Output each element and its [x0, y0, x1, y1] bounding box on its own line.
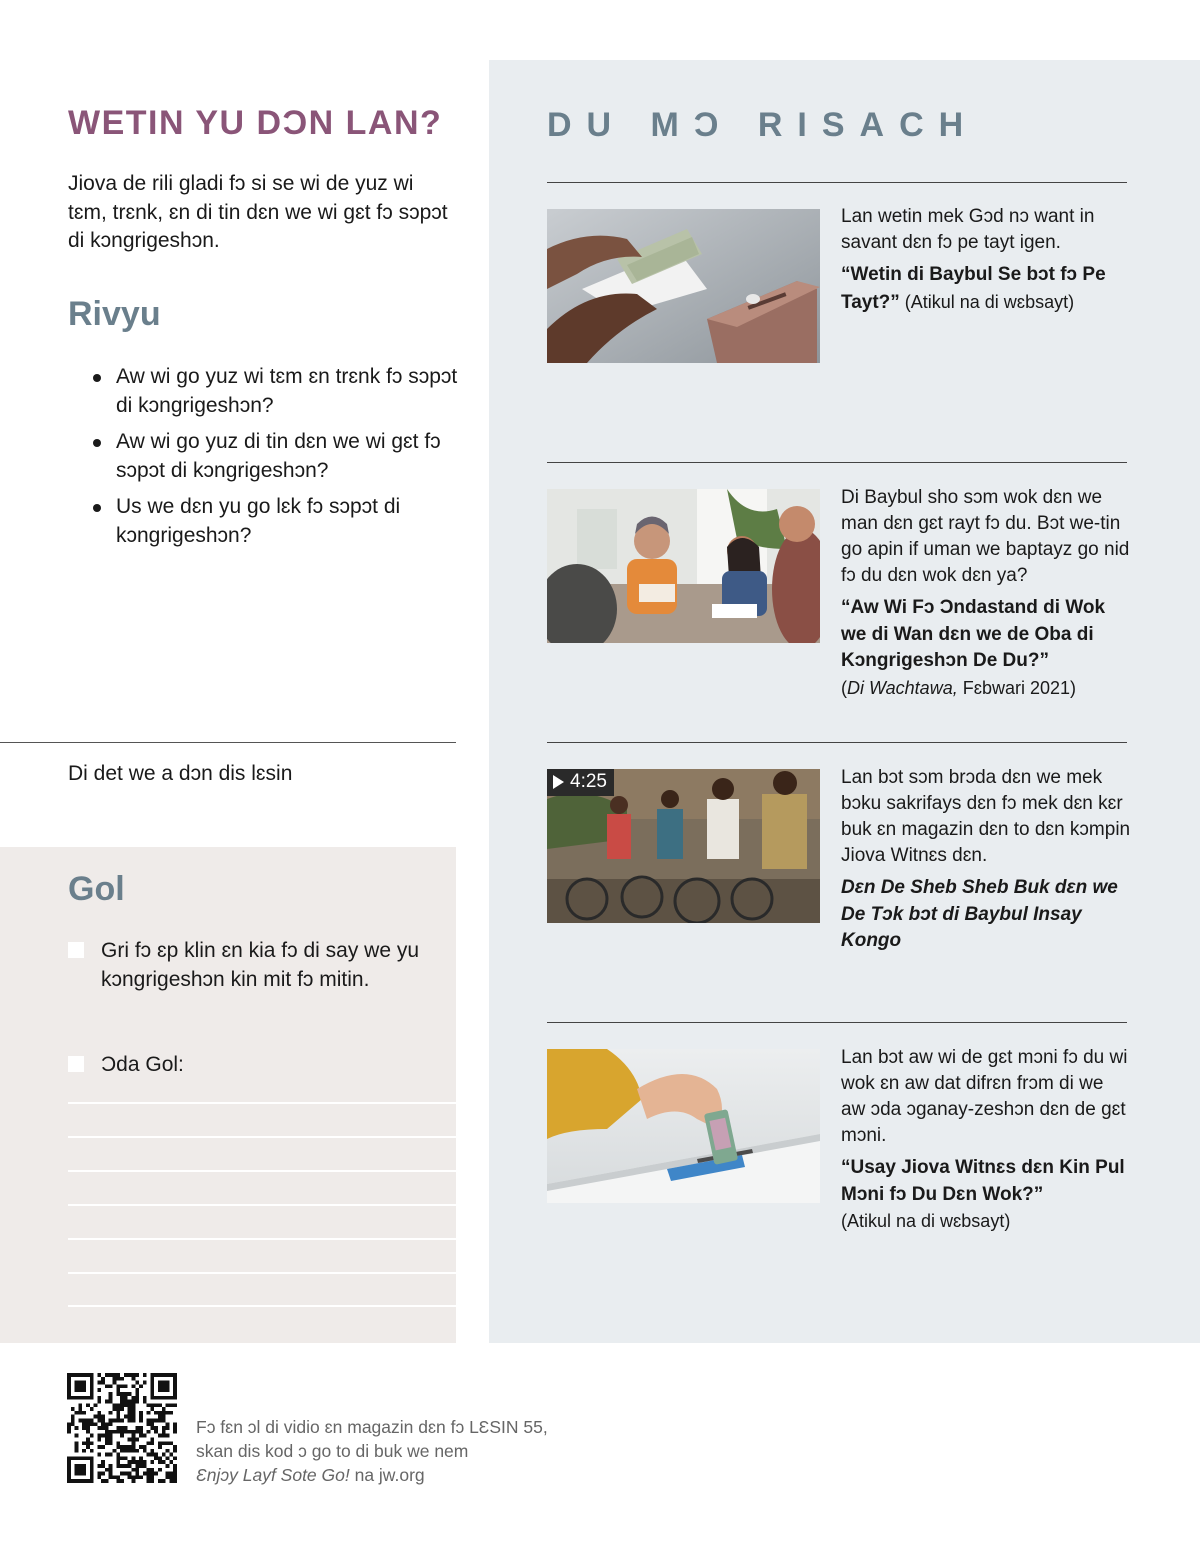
- resource-title-link[interactable]: “Usay Jiova Witnɛs dɛn Kin Pul Mɔni fɔ Du Dɛn Wok?”: [841, 1157, 1125, 1205]
- divider: [547, 742, 1127, 743]
- resource-reference[interactable]: [841, 262, 1131, 316]
- donation-envelope-illustration: [547, 209, 820, 363]
- goal-checkbox[interactable]: [68, 1056, 84, 1072]
- resource-reference[interactable]: [841, 875, 1131, 955]
- write-in-line[interactable]: [68, 1305, 456, 1307]
- goal-panel: [0, 847, 456, 1343]
- resource-item: [841, 485, 1131, 702]
- write-in-line[interactable]: [68, 1102, 456, 1104]
- divider: [547, 462, 1127, 463]
- goal-item-other[interactable]: [68, 1051, 438, 1080]
- bullet-icon: [93, 439, 101, 447]
- donation-box-image[interactable]: [547, 1049, 820, 1203]
- divider: [547, 1022, 1127, 1023]
- research-heading: DU MƆ RISACH: [547, 106, 979, 144]
- resource-item: [841, 204, 1131, 316]
- divider: [0, 742, 456, 743]
- write-in-line[interactable]: [68, 1136, 456, 1138]
- resource-title-link[interactable]: Dɛn De Sheb Sheb Buk dɛn we De Tɔk bɔt di Baybul Insay Kongo: [841, 877, 1118, 951]
- resource-source: (Di Wachtawa, Fɛbwari 2021): [841, 677, 1077, 698]
- qr-code-pattern: [67, 1373, 177, 1483]
- resource-item: [841, 1045, 1131, 1236]
- donation-box-illustration: [547, 1049, 820, 1203]
- qr-code[interactable]: [67, 1373, 177, 1483]
- completion-date-label: Di det we a dɔn dis lɛsin: [68, 762, 293, 785]
- donation-envelope-image[interactable]: [547, 209, 820, 363]
- goal-item[interactable]: [68, 937, 438, 994]
- bullet-icon: [93, 504, 101, 512]
- resource-description: Lan bɔt sɔm brɔda dɛn we mek bɔku sakrifays dɛn fɔ mek dɛn kɛr buk ɛn magazin dɛn to dɛn kɔmpin Jiova Witnɛs dɛn.: [841, 767, 1131, 866]
- review-list: [92, 363, 462, 558]
- resource-description: Di Baybul sho sɔm wok dɛn we man dɛn gɛt rayt fɔ du. Bɔt we-tin go apin if uman we baptayz go nid fɔ du dɛn wok dɛn ya?: [841, 487, 1130, 586]
- goal-text: Gri fɔ ɛp klin ɛn kia fɔ di say we yu kɔngrigeshɔn kin mit fɔ mitin.: [101, 939, 420, 991]
- write-in-line[interactable]: [68, 1204, 456, 1206]
- write-in-line[interactable]: [68, 1272, 456, 1274]
- footer-note: Fɔ fɛn ɔl di vidio ɛn magazin dɛn fɔ LƐSIN 55, skan dis kod ɔ go to di buk we nem Ɛnjɔy Layf Sote Go! na jw.org: [196, 1417, 548, 1485]
- bicycle-brothers-video-thumbnail[interactable]: [547, 769, 820, 923]
- resource-reference[interactable]: [841, 595, 1131, 702]
- bible-study-illustration: [547, 489, 820, 643]
- resource-reference[interactable]: [841, 1155, 1131, 1236]
- video-duration: 4:25: [570, 771, 607, 792]
- write-in-line[interactable]: [68, 1238, 456, 1240]
- goal-heading: Gol: [68, 870, 125, 908]
- review-item: Aw wi go yuz di tin dɛn we wi gɛt fɔ sɔpɔt di kɔngrigeshɔn?: [92, 428, 462, 485]
- resource-source: (Atikul na di wɛbsayt): [841, 1211, 1011, 1231]
- review-item: Aw wi go yuz wi tɛm ɛn trɛnk fɔ sɔpɔt di kɔngrigeshɔn?: [92, 363, 462, 420]
- resource-description: Lan wetin mek Gɔd nɔ want in savant dɛn fɔ pe tayt igen.: [841, 206, 1095, 253]
- bullet-icon: [93, 374, 101, 382]
- video-duration-badge[interactable]: [547, 769, 614, 796]
- goal-text: Ɔda Gol:: [101, 1053, 184, 1076]
- review-item: Us we dɛn yu go lɛk fɔ sɔpɔt di kɔngrigeshɔn?: [92, 493, 462, 550]
- review-heading: Rivyu: [68, 295, 161, 333]
- play-icon: [553, 775, 564, 789]
- write-in-line[interactable]: [68, 1170, 456, 1172]
- resource-title-link[interactable]: “Aw Wi Fɔ Ɔndastand di Wok we di Wan dɛn we de Oba di Kɔngrigeshɔn De Du?”: [841, 597, 1106, 671]
- resource-item: [841, 765, 1131, 955]
- lesson-summary-title: WETIN YU DƆN LAN?: [68, 104, 443, 142]
- bible-study-image[interactable]: [547, 489, 820, 643]
- resource-title-link[interactable]: “Wetin di Baybul Se bɔt fɔ Pe Tayt?”: [841, 264, 1106, 313]
- summary-intro: Jiova de rili gladi fɔ si se wi de yuz wi tɛm, trɛnk, ɛn di tin dɛn we wi gɛt fɔ sɔpɔt di kɔngrigeshɔn.: [68, 172, 448, 252]
- resource-description: Lan bɔt aw wi de gɛt mɔni fɔ du wi wok ɛn aw dat difrɛn frɔm di we aw ɔda ɔganay-zeshɔn dɛn de gɛt mɔni.: [841, 1047, 1128, 1146]
- book-title[interactable]: Ɛnjɔy Layf Sote Go!: [196, 1465, 350, 1485]
- divider: [547, 182, 1127, 183]
- resource-source: (Atikul na di wɛbsayt): [899, 291, 1075, 312]
- goal-checkbox[interactable]: [68, 942, 84, 958]
